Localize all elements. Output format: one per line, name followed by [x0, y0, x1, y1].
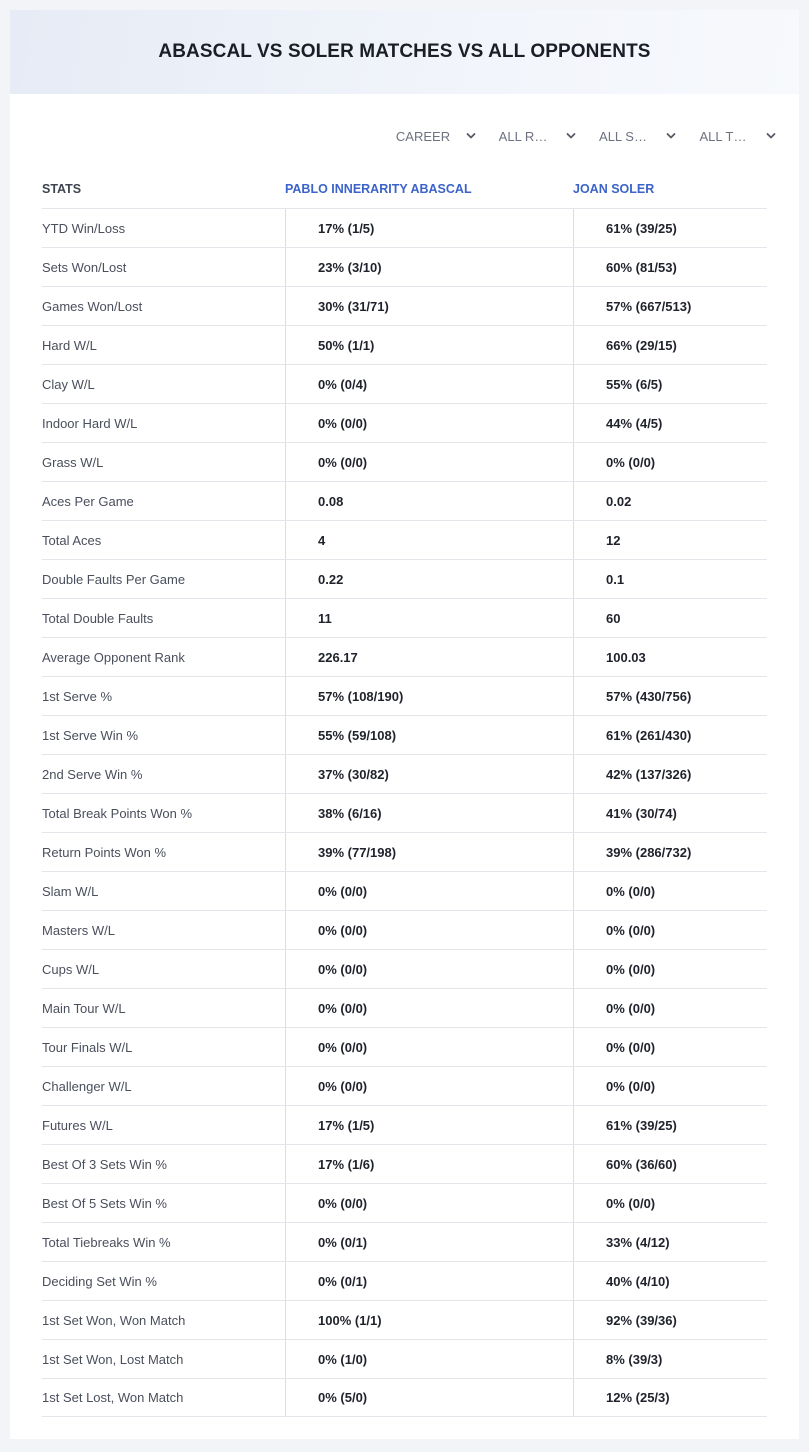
player1-value: 38% (6/16) [285, 794, 573, 832]
player2-value: 57% (430/756) [573, 677, 767, 715]
player2-value: 0.1 [573, 560, 767, 598]
player1-value: 4 [285, 521, 573, 559]
player2-value: 0% (0/0) [573, 1028, 767, 1066]
stat-label: 1st Set Won, Lost Match [42, 1351, 184, 1367]
player2-value: 33% (4/12) [573, 1223, 767, 1261]
player1-value: 0% (0/0) [285, 1184, 573, 1222]
player2-value: 42% (137/326) [573, 755, 767, 793]
stat-label: Slam W/L [42, 883, 99, 899]
stat-label: 1st Set Lost, Won Match [42, 1390, 184, 1405]
stat-label: Indoor Hard W/L [42, 415, 138, 431]
filter-round-dropdown[interactable] [484, 127, 584, 145]
table-row [42, 910, 767, 949]
player1-value: 0% (0/0) [285, 404, 573, 442]
table-row [42, 286, 767, 325]
stats-card [10, 10, 799, 1439]
player2-value: 40% (4/10) [573, 1262, 767, 1300]
player1-value: 39% (77/198) [285, 833, 573, 871]
filter-tournament-label: ALL T… [699, 128, 747, 144]
table-row [42, 520, 767, 559]
player2-value: 0.02 [573, 482, 767, 520]
stat-label: Hard W/L [42, 337, 97, 353]
player2-value: 39% (286/732) [573, 833, 767, 871]
player2-value: 61% (39/25) [573, 209, 767, 247]
player1-value: 0% (1/0) [285, 1340, 573, 1378]
table-row [42, 988, 767, 1027]
table-row [42, 754, 767, 793]
player1-value: 0% (0/0) [285, 950, 573, 988]
player2-value: 12% (25/3) [573, 1379, 767, 1416]
player1-value: 0.22 [285, 560, 573, 598]
table-row [42, 637, 767, 676]
player1-value: 0% (0/0) [285, 872, 573, 910]
stat-label: Aces Per Game [42, 493, 134, 509]
stat-label: Total Aces [42, 532, 102, 548]
table-row [42, 208, 767, 247]
player1-value: 17% (1/5) [285, 1106, 573, 1144]
player1-value: 0% (0/0) [285, 443, 573, 481]
stat-label: Futures W/L [42, 1117, 113, 1133]
table-row [42, 1144, 767, 1183]
player1-value: 30% (31/71) [285, 287, 573, 325]
table-row [42, 1105, 767, 1144]
player2-value: 60% (81/53) [573, 248, 767, 286]
table-row [42, 247, 767, 286]
stat-label: Grass W/L [42, 454, 104, 470]
player2-value: 61% (261/430) [573, 716, 767, 754]
stat-label: Main Tour W/L [42, 1000, 126, 1016]
player1-value: 0% (0/1) [285, 1262, 573, 1300]
chevron-down-icon [565, 130, 577, 142]
stat-label: Return Points Won % [42, 844, 167, 860]
filter-period-dropdown[interactable] [384, 127, 484, 145]
table-row [42, 481, 767, 520]
player2-value: 55% (6/5) [573, 365, 767, 403]
player1-value: 23% (3/10) [285, 248, 573, 286]
table-header [42, 169, 767, 209]
filter-tournament-dropdown[interactable] [684, 127, 784, 145]
table-row [42, 1378, 767, 1417]
stat-label: Best Of 3 Sets Win % [42, 1156, 167, 1172]
filter-period-label: CAREER [395, 128, 451, 144]
player1-value: 0% (0/0) [285, 989, 573, 1027]
stat-label: YTD Win/Loss [42, 220, 126, 236]
table-row [42, 1066, 767, 1105]
chevron-down-icon [665, 130, 677, 142]
stat-label: 1st Set Won, Won Match [42, 1312, 186, 1328]
player1-value: 0% (5/0) [285, 1379, 573, 1416]
page-title: ABASCAL VS SOLER MATCHES VS ALL OPPONENTS [158, 41, 651, 62]
player1-value: 50% (1/1) [285, 326, 573, 364]
player2-link[interactable]: JOAN SOLER [573, 182, 655, 196]
stat-label: Masters W/L [42, 922, 115, 938]
stat-label: Average Opponent Rank [42, 649, 185, 665]
table-row [42, 1222, 767, 1261]
table-row [42, 676, 767, 715]
table-row [42, 832, 767, 871]
player2-value: 0% (0/0) [573, 1067, 767, 1105]
stats-table-body [42, 208, 767, 1417]
table-row [42, 598, 767, 637]
card-header [10, 10, 799, 94]
player1-value: 57% (108/190) [285, 677, 573, 715]
stat-label: Cups W/L [42, 961, 100, 977]
player1-value: 55% (59/108) [285, 716, 573, 754]
player2-value: 57% (667/513) [573, 287, 767, 325]
player2-value: 0% (0/0) [573, 443, 767, 481]
stat-label: Deciding Set Win % [42, 1273, 157, 1289]
player2-value: 12 [573, 521, 767, 559]
player2-value: 0% (0/0) [573, 1184, 767, 1222]
filter-bar [384, 127, 784, 145]
stat-label: Sets Won/Lost [42, 259, 127, 275]
player2-value: 92% (39/36) [573, 1301, 767, 1339]
table-row [42, 793, 767, 832]
stat-label: 2nd Serve Win % [42, 766, 143, 782]
filter-surface-dropdown[interactable] [584, 127, 684, 145]
table-row [42, 403, 767, 442]
player2-value: 41% (30/74) [573, 794, 767, 832]
table-row [42, 1261, 767, 1300]
table-row [42, 715, 767, 754]
player2-value: 0% (0/0) [573, 872, 767, 910]
player1-value: 0% (0/1) [285, 1223, 573, 1261]
player1-value: 17% (1/5) [285, 209, 573, 247]
stat-label: Games Won/Lost [42, 298, 143, 314]
player1-value: 0% (0/0) [285, 1028, 573, 1066]
table-row [42, 1339, 767, 1378]
stat-label: Tour Finals W/L [42, 1039, 133, 1055]
player2-value: 8% (39/3) [573, 1340, 767, 1378]
table-row [42, 1183, 767, 1222]
chevron-down-icon [765, 130, 777, 142]
player1-link[interactable]: PABLO INNERARITY ABASCAL [285, 182, 472, 196]
stat-label: Double Faults Per Game [42, 571, 186, 587]
table-row [42, 949, 767, 988]
table-row [42, 364, 767, 403]
player2-value: 60% (36/60) [573, 1145, 767, 1183]
stat-label: 1st Serve Win % [42, 727, 139, 743]
player2-value: 61% (39/25) [573, 1106, 767, 1144]
stat-label: 1st Serve % [42, 688, 113, 704]
stat-label: Clay W/L [42, 376, 95, 392]
player1-value: 100% (1/1) [285, 1301, 573, 1339]
player2-value: 0% (0/0) [573, 950, 767, 988]
player2-value: 60 [573, 599, 767, 637]
filter-round-label: ALL R… [498, 128, 548, 144]
stat-label: Total Break Points Won % [42, 805, 193, 821]
chevron-down-icon [465, 130, 477, 142]
player2-value: 100.03 [573, 638, 767, 676]
player1-value: 37% (30/82) [285, 755, 573, 793]
player2-value: 0% (0/0) [573, 989, 767, 1027]
table-row [42, 871, 767, 910]
player1-value: 0% (0/4) [285, 365, 573, 403]
table-row [42, 1300, 767, 1339]
player1-value: 0.08 [285, 482, 573, 520]
stat-label: Best Of 5 Sets Win % [42, 1195, 167, 1211]
player1-value: 226.17 [285, 638, 573, 676]
player1-value: 0% (0/0) [285, 911, 573, 949]
player1-value: 11 [285, 599, 573, 637]
player1-value: 0% (0/0) [285, 1067, 573, 1105]
table-row [42, 442, 767, 481]
player2-value: 66% (29/15) [573, 326, 767, 364]
filter-surface-label: ALL S… [599, 128, 647, 144]
player2-value: 44% (4/5) [573, 404, 767, 442]
table-row [42, 325, 767, 364]
stat-label: Challenger W/L [42, 1078, 132, 1094]
stat-label: Total Tiebreaks Win % [42, 1234, 171, 1250]
player1-value: 17% (1/6) [285, 1145, 573, 1183]
stat-label: Total Double Faults [42, 610, 154, 626]
table-row [42, 1027, 767, 1066]
table-row [42, 559, 767, 598]
stats-column-header: STATS [42, 182, 82, 196]
player2-value: 0% (0/0) [573, 911, 767, 949]
